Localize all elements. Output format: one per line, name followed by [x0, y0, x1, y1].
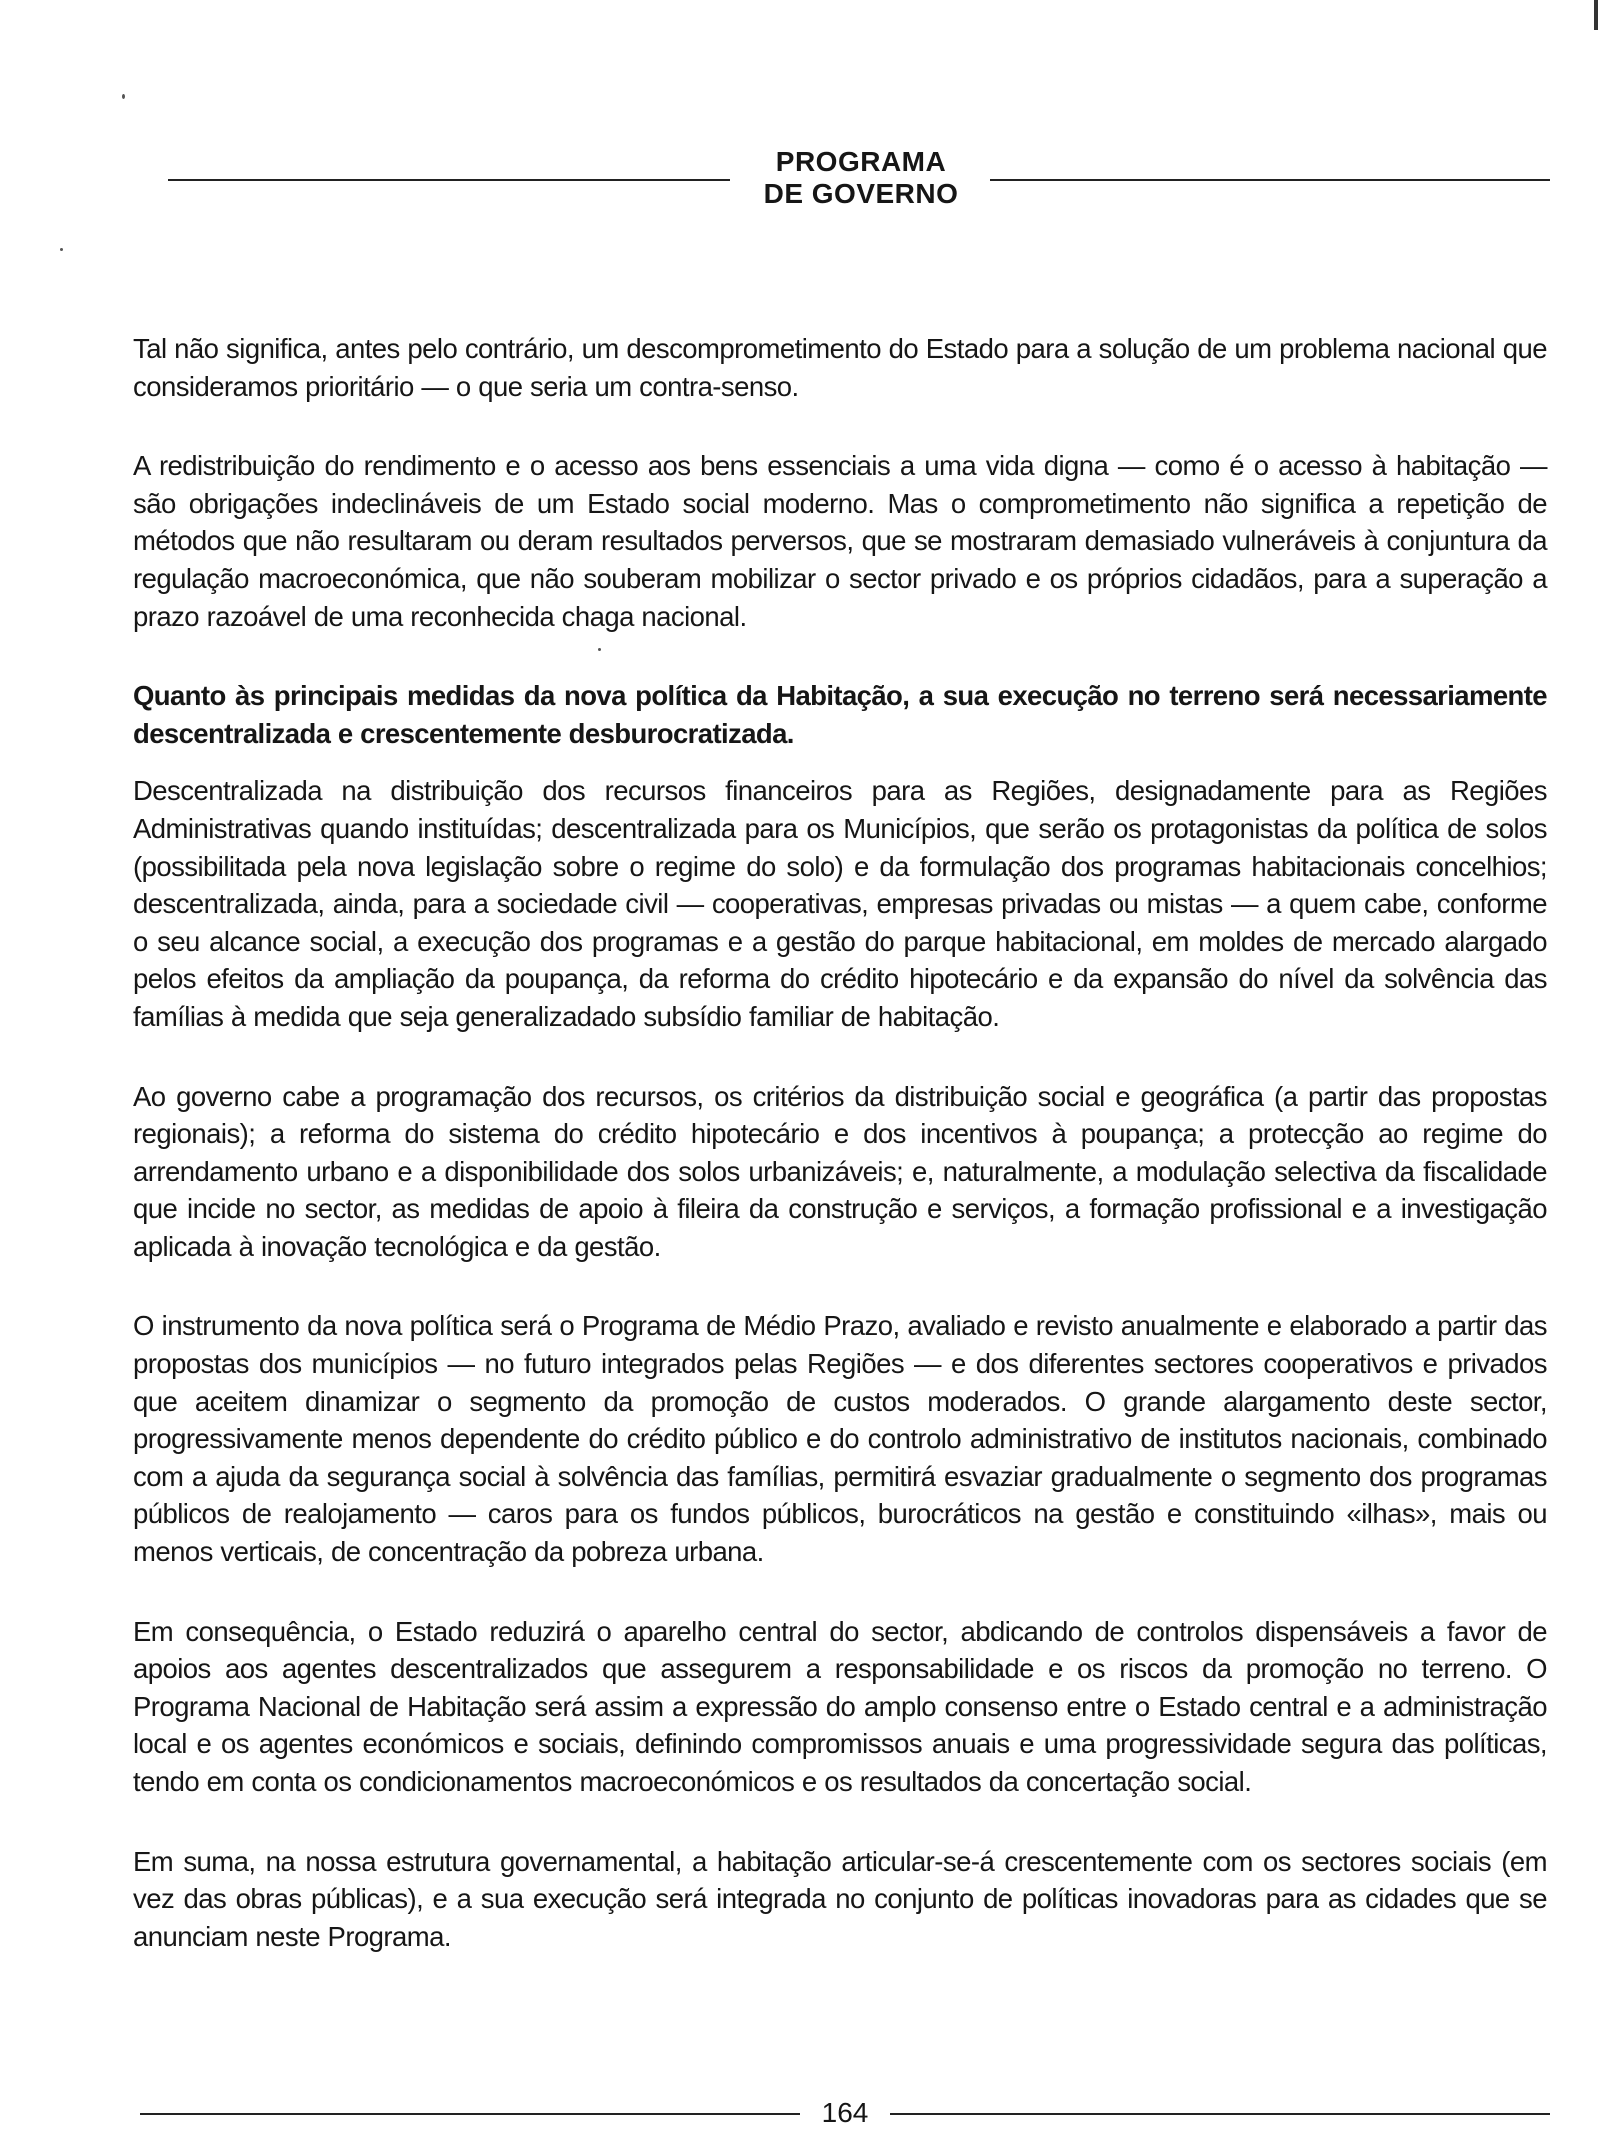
scan-speck: [598, 648, 601, 651]
paragraph-8: Em suma, na nossa estrutura governamental, a habitação articular-se-á crescentemente com os sectores sociais (em vez das obras públicas), e a sua execução será integrada no conjunto de políticas inovadoras para as cidades que se anunciam neste Programa.: [133, 1845, 1547, 1952]
footer-rule-right: [890, 2113, 1550, 2115]
section-title: [736, 146, 986, 210]
header-rule-right: [990, 179, 1550, 181]
paragraph-1: Tal não significa, antes pelo contrário, um descomprometimento do Estado para a solução de um problema nacional que consideramos prioritário — o que seria um contra-senso.: [133, 333, 1547, 402]
page-number: 164: [821, 2097, 869, 2128]
paragraph-2: A redistribuição do rendimento e o acesso aos bens essenciais a uma vida digna — como é o acesso à habitação — são obrigações indeclináveis de um Estado social moderno. Mas o comprometimento não significa a repetição de métodos que não resultaram ou deram resultados perversos, que se mostraram demasiado vulneráveis à conjuntura da regulação macroeconómica, que não souberam mobilizar o sector privado e os próprios cidadãos, para a superação a prazo razoável de uma reconhecida chaga nacional.: [133, 450, 1547, 632]
footer-rule-left: [140, 2113, 800, 2115]
page-footer: [140, 2096, 1550, 2130]
section-title-line-1: PROGRAMA: [775, 146, 947, 177]
paragraph-7: Em consequência, o Estado reduzirá o aparelho central do sector, abdicando de controlos dispensáveis a favor de apoios aos agentes descentralizados que assegurem a responsabilidade e os riscos da promoção no terreno. O Programa Nacional de Habitação será assim a expressão do amplo consenso entre o Estado central e a administração local e os agentes económicos e sociais, definindo compromissos anuais e uma progressividade segura das políticas, tendo em conta os condicionamentos macroeconómicos e os resultados da concertação social.: [133, 1615, 1547, 1797]
section-title-line-2: DE GOVERNO: [763, 178, 959, 209]
paragraph-3-emphasis: Quanto às principais medidas da nova política da Habitação, a sua execução no terreno será necessariamente descentralizada e crescentemente desburocratizada.: [133, 680, 1547, 749]
paragraph-4: Descentralizada na distribuição dos recursos financeiros para as Regiões, designadamente para as Regiões Administrativas quando instituídas; descentralizada para os Municípios, que serão os protagonistas da política de solos (possibilitada pela nova legislação sobre o regime do solo) e da formulação dos programas habitacionais concelhios; descentralizada, ainda, para a sociedade civil — cooperativas, empresas privadas ou mistas — a quem cabe, conforme o seu alcance social, a execução dos programas e a gestão do parque habitacional, em moldes de mercado alargado pelos efeitos da ampliação da poupança, da reforma do crédito hipotecário e da expansão do nível da solvência das famílias à medida que seja generalizadado subsídio familiar de habitação.: [133, 775, 1547, 1032]
page-header: [168, 146, 1550, 216]
scan-speck: [60, 248, 63, 251]
paragraph-5: Ao governo cabe a programação dos recursos, os critérios da distribuição social e geográfica (a partir das propostas regionais); a reforma do sistema do crédito hipotecário e dos incentivos à poupança; a protecção ao regime do arrendamento urbano e a disponibilidade dos solos urbanizáveis; e, naturalmente, a modulação selectiva da fiscalidade que incide no sector, as medidas de apoio à fileira da construção e serviços, a formação profissional e a investigação aplicada à inovação tecnológica e da gestão.: [133, 1080, 1547, 1262]
scan-edge-mark: [1594, 0, 1598, 30]
header-rule-left: [168, 179, 730, 181]
paragraph-6: O instrumento da nova política será o Programa de Médio Prazo, avaliado e revisto anualmente e elaborado a partir das propostas dos municípios — no futuro integrados pelas Regiões — e dos diferentes sectores cooperativos e privados que aceitem dinamizar o segmento da promoção de custos moderados. O grande alargamento deste sector, progressivamente menos dependente do crédito público e do controlo administrativo de institutos nacionais, combinado com a ajuda da segurança social à solvência das famílias, permitirá esvaziar gradualmente o segmento dos programas públicos de realojamento — caros para os fundos públicos, burocráticos na gestão e constituindo «ilhas», mais ou menos verticais, de concentração da pobreza urbana.: [133, 1310, 1547, 1568]
scan-speck: [122, 94, 125, 99]
body-text: [133, 330, 1547, 1955]
